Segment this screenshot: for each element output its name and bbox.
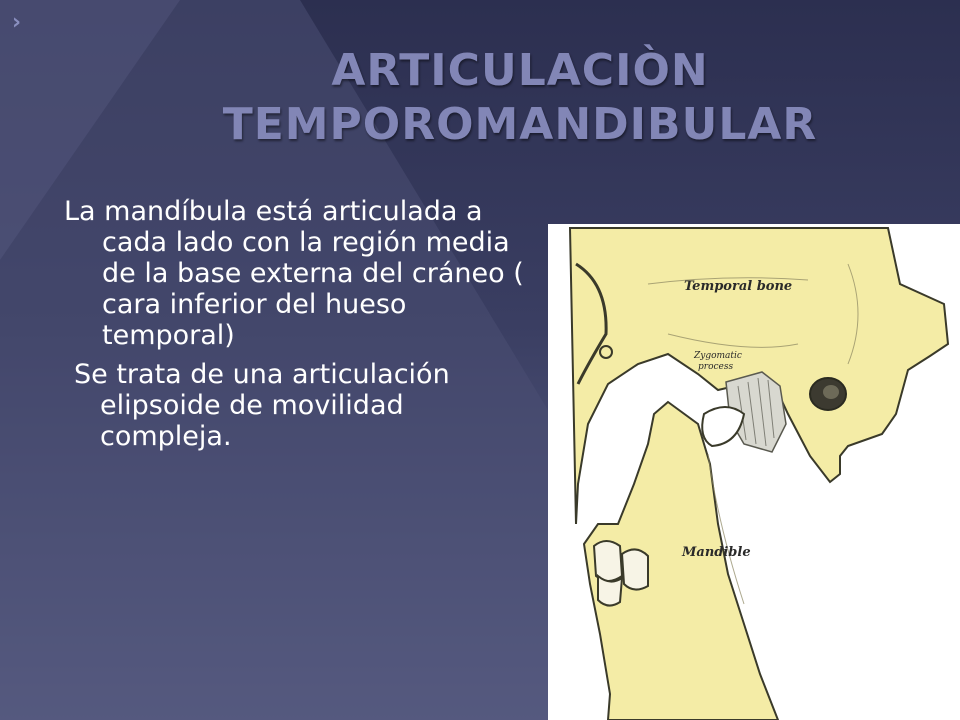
slide-body xyxy=(64,196,534,452)
title-line-1: ARTICULACIÒN xyxy=(331,45,709,96)
title-line-2: TEMPOROMANDIBULAR xyxy=(222,99,818,150)
jaw-joint-illustration xyxy=(548,224,960,720)
illustration-svg xyxy=(548,224,960,720)
sigmoid-notch xyxy=(702,407,744,446)
paragraph-1: La mandíbula está articulada a cada lado con la región media de la base externa del cráneo ( cara inferior del hueso temporal) xyxy=(64,196,524,351)
slide-nav-icon[interactable]: › xyxy=(12,10,22,35)
slide-title xyxy=(200,44,840,152)
label-zygomatic-2: process xyxy=(698,362,734,372)
paragraph-2: Se trata de una articulación elipsoide de movilidad compleja. xyxy=(74,359,450,452)
label-mandible: Mandible xyxy=(682,545,751,560)
label-temporal-bone: Temporal bone xyxy=(684,279,793,294)
label-zygomatic-1: Zygomatic xyxy=(694,351,742,361)
